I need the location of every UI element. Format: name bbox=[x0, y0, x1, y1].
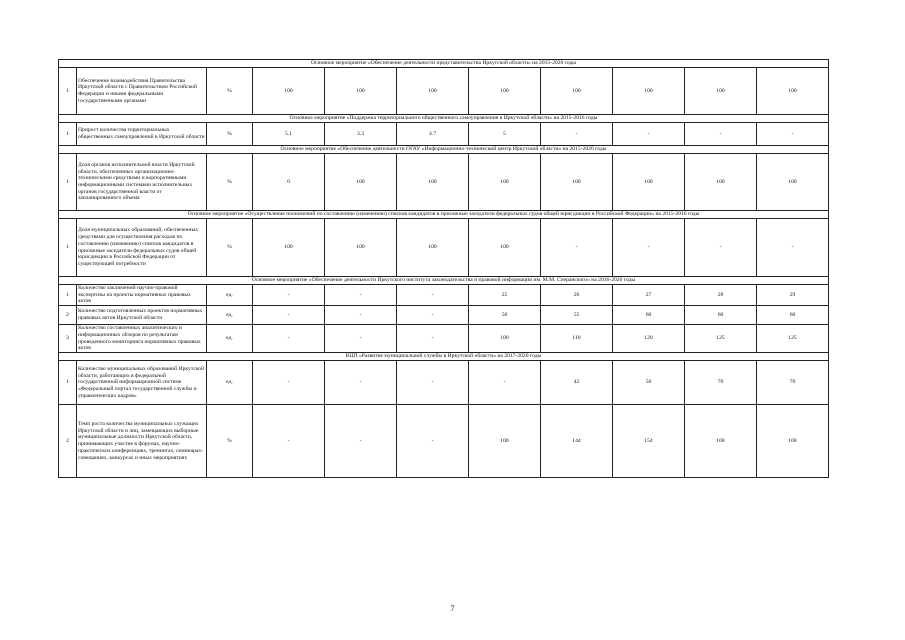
section-header-row bbox=[59, 60, 829, 68]
value-cell: 100 bbox=[685, 68, 757, 115]
table-row bbox=[59, 361, 829, 405]
value-cell: - bbox=[253, 405, 325, 478]
indicator-name: Прирост количества территориальных общественных самоуправлений в Иркутской области bbox=[77, 123, 207, 146]
value-cell: 100 bbox=[757, 68, 829, 115]
unit-cell: ед. bbox=[207, 306, 253, 325]
value-cell: 110 bbox=[541, 325, 613, 353]
section-header-row bbox=[59, 146, 829, 154]
value-cell: 50 bbox=[613, 361, 685, 405]
row-number: 1 bbox=[59, 123, 77, 146]
value-cell: - bbox=[325, 325, 397, 353]
value-cell: 0 bbox=[253, 154, 325, 211]
value-cell: 100 bbox=[613, 68, 685, 115]
value-cell: - bbox=[325, 361, 397, 405]
indicator-name: Доля муниципальных образований, обеспеченных средствами для осуществления расходов по составлению (изменению) списков кандидатов в присяжные заседатели федеральных судов общей юрисдикции в Российской Федерации от существующей потребности bbox=[77, 219, 207, 277]
value-cell: 25 bbox=[469, 285, 541, 306]
value-cell: 100 bbox=[469, 68, 541, 115]
unit-cell: % bbox=[207, 123, 253, 146]
row-number: 2 bbox=[59, 306, 77, 325]
value-cell: - bbox=[397, 405, 469, 478]
value-cell: 100 bbox=[325, 154, 397, 211]
value-cell: 100 bbox=[325, 219, 397, 277]
section-title: Основное мероприятие «Обеспечение деятельности представительства Иркутской области» на 2015-2020 годы bbox=[59, 60, 829, 68]
value-cell: 100 bbox=[469, 325, 541, 353]
section-title: Основное мероприятие «Обеспечение деятельности ОГАУ «Информационно-технический центр Иркутской области» на 2015-2020 годы bbox=[59, 146, 829, 154]
value-cell: - bbox=[757, 123, 829, 146]
value-cell: 5.1 bbox=[253, 123, 325, 146]
section-header-row bbox=[59, 211, 829, 219]
table-row bbox=[59, 154, 829, 211]
value-cell: 100 bbox=[325, 68, 397, 115]
value-cell: 70 bbox=[685, 361, 757, 405]
row-number: 3 bbox=[59, 325, 77, 353]
value-cell: - bbox=[397, 285, 469, 306]
value-cell: - bbox=[469, 361, 541, 405]
row-number: 2 bbox=[59, 405, 77, 478]
section-header-row bbox=[59, 115, 829, 123]
unit-cell: % bbox=[207, 405, 253, 478]
value-cell: - bbox=[613, 123, 685, 146]
section-header-row bbox=[59, 353, 829, 361]
table-row bbox=[59, 306, 829, 325]
indicators-table bbox=[58, 59, 829, 478]
value-cell: 3.3 bbox=[325, 123, 397, 146]
value-cell: 100 bbox=[685, 154, 757, 211]
value-cell: 100 bbox=[757, 154, 829, 211]
value-cell: 60 bbox=[613, 306, 685, 325]
table-row bbox=[59, 405, 829, 478]
row-number: 1 bbox=[59, 219, 77, 277]
row-number: 1 bbox=[59, 361, 77, 405]
value-cell: 42 bbox=[541, 361, 613, 405]
value-cell: 100 bbox=[541, 154, 613, 211]
row-number: 1 bbox=[59, 68, 77, 115]
table-row bbox=[59, 285, 829, 306]
indicator-name: Количество составленных аналитических и информационных обзоров по результатам проведенного мониторинга нормативных правовых актов bbox=[77, 325, 207, 353]
value-cell: - bbox=[541, 219, 613, 277]
value-cell: - bbox=[325, 405, 397, 478]
unit-cell: % bbox=[207, 154, 253, 211]
section-title: Основное мероприятие «Обеспечение деятельности Иркутского института законодательства и правовой информации им. М.М. Сперанского» на 2016-2020 годы bbox=[59, 277, 829, 285]
value-cell: 120 bbox=[613, 325, 685, 353]
value-cell: 50 bbox=[469, 306, 541, 325]
value-cell: - bbox=[253, 361, 325, 405]
row-number: 1 bbox=[59, 285, 77, 306]
value-cell: 100 bbox=[613, 154, 685, 211]
indicator-name: Количество муниципальных образований Иркутской области, работающих в федеральной государственной информационной системе «Федеральный портал государственной службы и управленческих кадров» bbox=[77, 361, 207, 405]
value-cell: 100 bbox=[397, 154, 469, 211]
value-cell: 154 bbox=[613, 405, 685, 478]
value-cell: 27 bbox=[613, 285, 685, 306]
value-cell: - bbox=[757, 219, 829, 277]
value-cell: - bbox=[541, 123, 613, 146]
value-cell: 168 bbox=[685, 405, 757, 478]
value-cell: 60 bbox=[757, 306, 829, 325]
section-header-row bbox=[59, 277, 829, 285]
unit-cell: ед. bbox=[207, 361, 253, 405]
value-cell: 100 bbox=[397, 68, 469, 115]
table-row bbox=[59, 325, 829, 353]
value-cell: - bbox=[397, 306, 469, 325]
value-cell: 60 bbox=[685, 306, 757, 325]
value-cell: - bbox=[325, 306, 397, 325]
table-row bbox=[59, 123, 829, 146]
indicator-name: Темп роста количества муниципальных служащих Иркутской области и лиц, замещающих выборные муниципальные должности Иркутской области, принимающих участие в форумах, научно-практических конференциях, тренингах, семинарах-совещаниях, конкурсах и иных мероприятиях bbox=[77, 405, 207, 478]
value-cell: - bbox=[685, 219, 757, 277]
value-cell: 144 bbox=[541, 405, 613, 478]
value-cell: 100 bbox=[469, 405, 541, 478]
value-cell: 168 bbox=[757, 405, 829, 478]
value-cell: - bbox=[325, 285, 397, 306]
table-row bbox=[59, 219, 829, 277]
section-title: Основное мероприятие «Поддержка территориального общественного самоуправления в Иркутской области» на 2015-2016 годы bbox=[59, 115, 829, 123]
value-cell: - bbox=[685, 123, 757, 146]
value-cell: 4.7 bbox=[397, 123, 469, 146]
indicator-name: Количество подготовленных проектов нормативных правовых актов Иркутской области bbox=[77, 306, 207, 325]
row-number: 1 bbox=[59, 154, 77, 211]
unit-cell: ед. bbox=[207, 325, 253, 353]
value-cell: 26 bbox=[541, 285, 613, 306]
page-number: 7 bbox=[450, 604, 455, 613]
value-cell: 70 bbox=[757, 361, 829, 405]
value-cell: 28 bbox=[685, 285, 757, 306]
indicator-name: Обеспечение взаимодействия Правительства Иркутской области с Правительством Российской Федерации и иными федеральными государственными органами bbox=[77, 68, 207, 115]
value-cell: 100 bbox=[253, 68, 325, 115]
value-cell: - bbox=[397, 361, 469, 405]
table-row bbox=[59, 68, 829, 115]
section-title: Основное мероприятие «Осуществление полномочий по составлению (изменению) списков кандидатов в присяжные заседатели федеральных судов общей юрисдикции в Российской Федерации» на 2015-2016 годы bbox=[59, 211, 829, 219]
value-cell: 100 bbox=[253, 219, 325, 277]
section-title: ВЦП «Развитие муниципальной службы в Иркутской области» на 2017-2020 годы bbox=[59, 353, 829, 361]
indicator-name: Доля органов исполнительной власти Иркутской области, обеспеченных организационно-техническими средствами и корпоративными информационными системами исполнительных органов государственной власти от запланированного объема bbox=[77, 154, 207, 211]
unit-cell: ед. bbox=[207, 285, 253, 306]
value-cell: - bbox=[253, 325, 325, 353]
value-cell: - bbox=[397, 325, 469, 353]
value-cell: 100 bbox=[397, 219, 469, 277]
value-cell: 125 bbox=[757, 325, 829, 353]
value-cell: - bbox=[253, 285, 325, 306]
value-cell: 100 bbox=[469, 219, 541, 277]
value-cell: 100 bbox=[469, 154, 541, 211]
value-cell: - bbox=[253, 306, 325, 325]
value-cell: 125 bbox=[685, 325, 757, 353]
value-cell: - bbox=[613, 219, 685, 277]
value-cell: 5 bbox=[469, 123, 541, 146]
unit-cell: % bbox=[207, 68, 253, 115]
value-cell: 29 bbox=[757, 285, 829, 306]
value-cell: 55 bbox=[541, 306, 613, 325]
value-cell: 100 bbox=[541, 68, 613, 115]
indicator-name: Количество заключений научно-правовой экспертизы на проекты нормативных правовых актов bbox=[77, 285, 207, 306]
unit-cell: % bbox=[207, 219, 253, 277]
